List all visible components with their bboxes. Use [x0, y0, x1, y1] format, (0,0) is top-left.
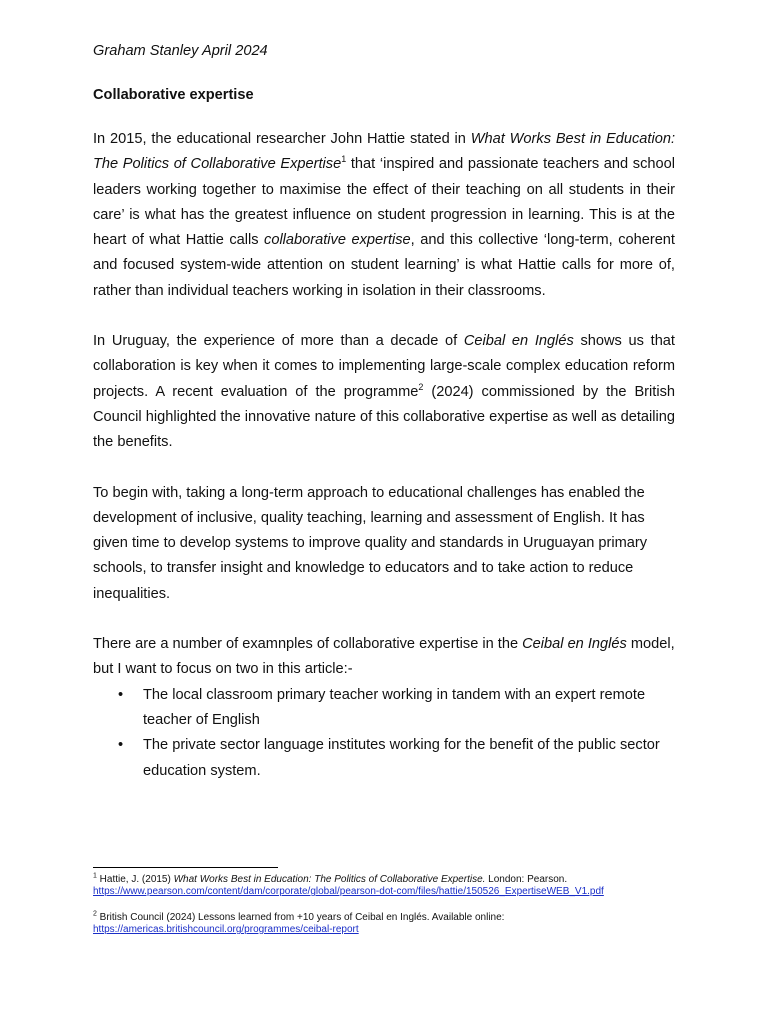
footnote-separator [93, 867, 278, 868]
footnotes [93, 874, 693, 950]
footnote-text: British Council (2024) Lessons learned from +10 years of Ceibal en Inglés. Available online: [96, 912, 505, 923]
book-title-emphasis: What Works Best in Education: The Politics of Collaborative Expertise [93, 131, 675, 173]
collaborative-expertise-emphasis: collaborative expertise [264, 232, 411, 249]
page-title: Collaborative expertise [93, 87, 254, 103]
list-item [93, 683, 675, 734]
footnote-number: 2 [93, 910, 97, 918]
list-item-text: The private sector language institutes working for the benefit of the public sector education system. [143, 737, 660, 779]
paragraph-4-text-a: There are a number of examnples of collaborative expertise in the [93, 636, 523, 653]
paragraph-4 [93, 632, 675, 683]
footnote-ref-1[interactable]: 1 [341, 154, 347, 165]
paragraph-1-text-c: , and this collective ‘long-term, coherent and focused system-wide attention on student learning’ is what Hattie calls for more of, rather than individual teachers working in isolation in their classrooms. [93, 232, 675, 299]
footnote-number: 1 [93, 872, 97, 880]
list-item-text: The local classroom primary teacher working in tandem with an expert remote teacher of English [143, 686, 646, 728]
footnote-book-title: What Works Best in Education: The Politics of Collaborative Expertise. [173, 874, 486, 885]
document-page [93, 40, 675, 784]
paragraph-4-text-b: model, but I want to focus on two in this article:- [93, 636, 675, 678]
paragraph-2-text-a: In Uruguay, the experience of more than a decade of [93, 333, 464, 350]
paragraph-1 [93, 127, 675, 304]
footnote-ref-2[interactable]: 2 [418, 381, 424, 392]
ceibal-emphasis: Ceibal en Inglés [463, 333, 574, 350]
paragraph-2 [93, 329, 675, 455]
ceibal-emphasis-2: Ceibal en Inglés [522, 636, 627, 653]
list-item [93, 733, 675, 784]
paragraph-1-text-b: that ‘inspired and passionate teachers and school leaders working together to maximise the effect of their teaching on all students in their care’ is what has the greatest influence on student progression in learning. This is at the heart of what Hattie calls [93, 156, 675, 249]
paragraph-1-text-a: In 2015, the educational researcher John Hattie stated in [93, 131, 471, 147]
paragraph-2-text-b: shows us that collaboration is key when it comes to implementing large-scale complex education reform projects. A recent evaluation of the programme [93, 333, 675, 400]
bullet-list [93, 683, 675, 784]
footnote-text: Hattie, J. (2015) [96, 874, 174, 885]
footnote-1-link[interactable]: https://www.pearson.com/content/dam/corporate/global/pearson-dot-com/files/hattie/150526_ExpertiseWEB_V1.pdf [93, 886, 604, 897]
paragraph-3: To begin with, taking a long-term approach to educational challenges has enabled the development of inclusive, quality teaching, learning and assessment of English. It has given time to develop systems to improve quality and standards in Uruguayan primary schools, to transfer insight and knowledge to educators and to take action to reduce inequalities. [93, 484, 648, 602]
footnote-2-link[interactable]: https://americas.britishcouncil.org/programmes/ceibal-report [93, 924, 359, 935]
footnote-1 [93, 874, 693, 898]
bullet-icon: • [118, 737, 124, 754]
footnote-2 [93, 912, 693, 936]
byline: Graham Stanley April 2024 [93, 43, 268, 59]
bullet-icon: • [118, 686, 124, 703]
footnote-text-b: London: Pearson. [485, 874, 568, 885]
paragraph-2-text-c: (2024) commissioned by the British Council highlighted the innovative nature of this collaborative expertise as well as detailing the benefits. [93, 383, 675, 451]
